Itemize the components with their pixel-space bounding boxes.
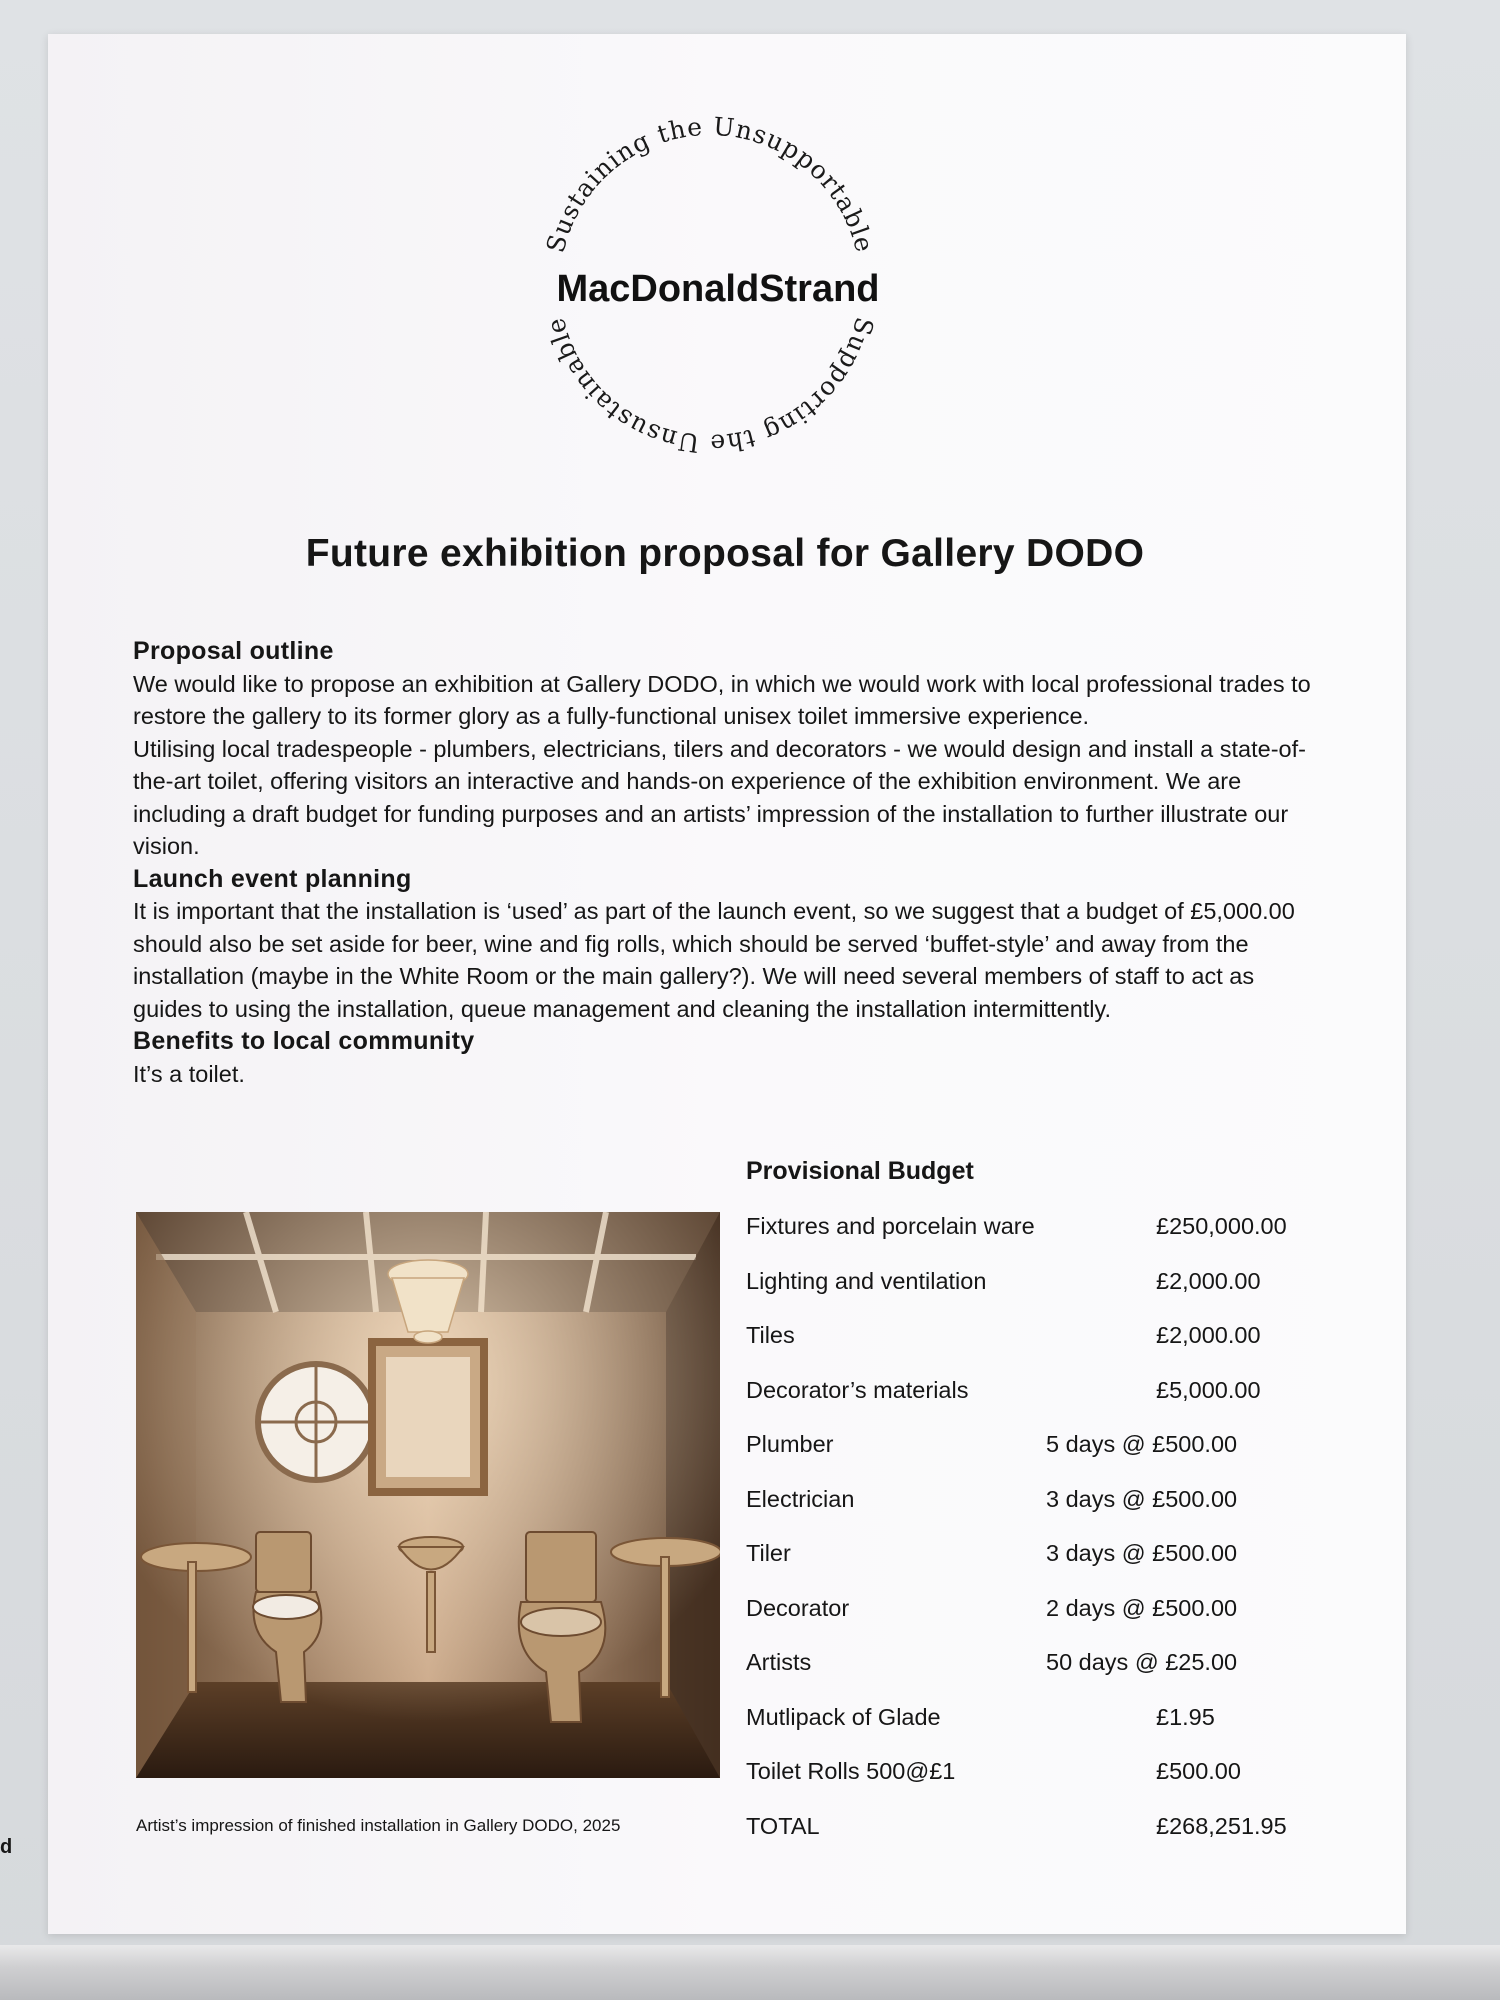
outline-paragraph-2: Utilising local tradespeople - plumbers, electricians, tilers and decorators - we would design and install a state-of-the-art toilet, offering visitors an interactive and hands-on experience of the exhibition environment. We are including a draft budget for funding purposes and an artists’ impression of the installation to further illustrate our vision. [133, 735, 1306, 859]
image-caption: Artist’s impression of finished installation in Gallery DODO, 2025 [136, 1816, 621, 1835]
page-title: Future exhibition proposal for Gallery DODO [305, 532, 1145, 575]
budget-item-amount: £250,000.00 [1156, 1213, 1287, 1239]
budget-row [746, 1207, 1306, 1262]
benefits-heading: Benefits to local community [133, 1027, 475, 1055]
budget-item-amount: £5,000.00 [1156, 1376, 1261, 1403]
launch-paragraph: It is important that the installation is ‘used’ as part of the launch event, so we suggest that a budget of £5,000.00 should also be set aside for beer, wine and fig rolls, which should be served ‘buffet-style’ and away from the installation (maybe in the White Room or the main gallery?). We will need several members of staff to act as guides to using the installation, queue management and cleaning the installation intermittently. [133, 898, 1295, 1022]
budget-item-label: Fixtures and porcelain ware [746, 1213, 1035, 1239]
budget-item-amount: 3 days @ £500.00 [1046, 1485, 1238, 1512]
circular-logo [510, 85, 910, 485]
budget-item-amount: 50 days @ £25.00 [1046, 1649, 1238, 1675]
benefits-paragraph: It’s a toilet. [133, 1060, 245, 1087]
budget-item-label: Toilet Rolls 500@£1 [746, 1758, 956, 1784]
installation-impression-image [136, 1212, 720, 1778]
budget-item-label: Tiler [746, 1540, 791, 1566]
launch-heading: Launch event planning [133, 864, 412, 893]
budget-row [746, 1643, 1306, 1698]
budget-item-label: Decorator [746, 1594, 850, 1621]
budget-row [746, 1480, 1306, 1535]
budget-item-label: Decorator’s materials [746, 1376, 969, 1403]
outline-paragraph-1: We would like to propose an exhibition at Gallery DODO, in which we would work with local professional trades to restore the gallery to its former glory as a fully-functional unisex toilet immersive experience. [133, 670, 1311, 729]
budget-item-label: Plumber [746, 1431, 834, 1457]
logo-wordmark: MacDonaldStrand [556, 268, 880, 310]
budget-row [746, 1316, 1306, 1371]
budget-item-label: Electrician [746, 1485, 855, 1512]
shelf-ledge [0, 1945, 1500, 2000]
proposal-body [133, 635, 1323, 1090]
budget-item-amount: £2,000.00 [1156, 1267, 1261, 1294]
budget-item-label: Lighting and ventilation [746, 1267, 987, 1294]
budget-table [746, 1207, 1306, 1861]
budget-row [746, 1371, 1306, 1426]
budget-item-label: Tiles [746, 1322, 795, 1348]
budget-row [746, 1425, 1306, 1480]
budget-row [746, 1262, 1306, 1317]
budget-item-amount: £1.95 [1156, 1703, 1215, 1730]
logo-top-arc-text: Sustaining the Unsupportable [540, 111, 880, 256]
budget-item-label: TOTAL [746, 1812, 820, 1839]
budget-item-amount: £500.00 [1156, 1758, 1241, 1784]
budget-row [746, 1752, 1306, 1807]
budget-item-label: Artists [746, 1649, 812, 1675]
budget-row [746, 1589, 1306, 1644]
budget-row [746, 1698, 1306, 1753]
budget-item-amount: 5 days @ £500.00 [1046, 1431, 1238, 1457]
budget-item-amount: £268,251.95 [1156, 1812, 1287, 1839]
budget-item-amount: £2,000.00 [1156, 1322, 1261, 1348]
budget-item-label: Mutlipack of Glade [746, 1703, 941, 1730]
budget-heading: Provisional Budget [746, 1157, 974, 1185]
outline-heading: Proposal outline [133, 637, 334, 665]
edge-fragment-text: d [0, 1836, 13, 1858]
budget-row [746, 1534, 1306, 1589]
budget-item-amount: 3 days @ £500.00 [1046, 1540, 1238, 1566]
budget-row [746, 1807, 1306, 1862]
logo-bottom-arc-text: Supporting the Unsustainable [540, 314, 880, 459]
budget-item-amount: 2 days @ £500.00 [1046, 1594, 1238, 1621]
